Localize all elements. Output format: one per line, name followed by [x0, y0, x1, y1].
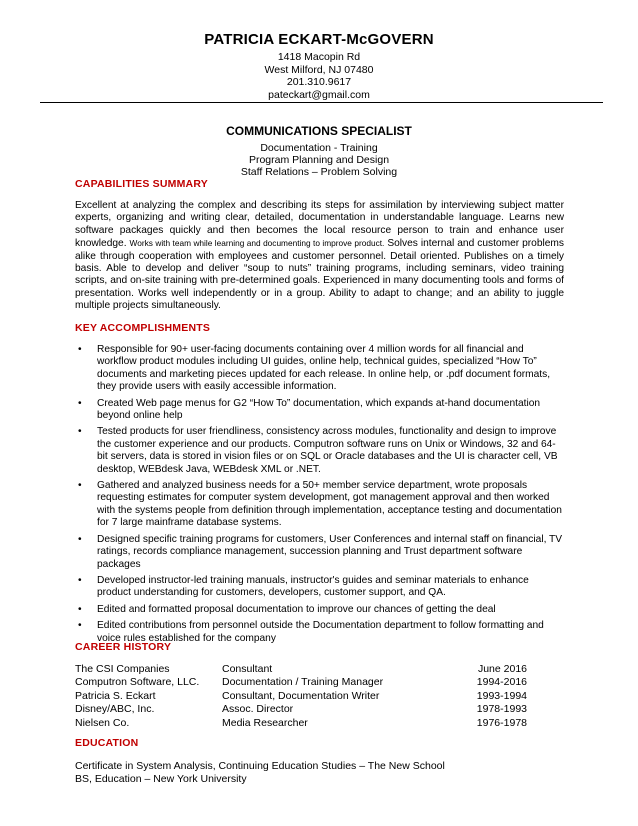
- education-item: Certificate in System Analysis, Continuing Education Studies – The New School: [75, 760, 445, 772]
- career-heading: CAREER HISTORY: [75, 641, 172, 653]
- table-row: [75, 717, 527, 730]
- role: Media Researcher: [222, 716, 308, 729]
- table-row: [75, 690, 527, 703]
- accomplishments-heading: KEY ACCOMPLISHMENTS: [75, 322, 211, 334]
- education-list: [75, 760, 445, 786]
- address-line-1: 1418 Macopin Rd: [277, 51, 361, 63]
- bullet: •: [78, 533, 82, 545]
- bullet: •: [78, 397, 82, 409]
- specialty-line: Documentation - Training: [260, 142, 378, 154]
- company: Computron Software, LLC.: [75, 676, 200, 689]
- career-table: [75, 663, 527, 730]
- capabilities-heading: CAPABILITIES SUMMARY: [75, 178, 208, 190]
- role: Consultant, Documentation Writer: [222, 689, 380, 702]
- bullet: •: [78, 344, 82, 355]
- specialties: [0, 142, 638, 179]
- list-item: • Created Web page menus for G2 “How To” documentation, which expands at-hand documentation beyond online help: [78, 397, 541, 422]
- header-divider: [40, 102, 603, 103]
- education-heading: EDUCATION: [75, 737, 139, 749]
- specialty-line: Program Planning and Design: [248, 154, 390, 167]
- summary-text: Solves internal and customer problems alike through cooperation with employees and customer personnel. Detail oriented. Publishes on a timely basis. Able to develop and deliver “soup to nuts” training programs, including seminars, video training scripts, and on-site training with pre-determined goals. Experienced in many documenting tools and forms of presentation. Works well independently or in a group. Ability to adapt to change; and an ability to juggle multiple projects simultaneously.: [75, 238, 565, 312]
- role: Documentation / Training Manager: [222, 676, 384, 689]
- role: Assoc. Director: [222, 703, 294, 716]
- company: Disney/ABC, Inc.: [75, 703, 155, 716]
- table-row: [75, 703, 527, 716]
- list-item: • Tested products for user friendliness, consistency across modules, functionality and design to improve the customer experience and our products. Computron software runs on Unix or Windows, 32 and 64-bit servers, data is stored in vision files or on SQL or Oracle databases and the UI is character cell, VB desktop, WEBdesk Java, WEBdesk XML or .NET.: [78, 426, 558, 475]
- list-item: • Edited contributions from personnel outside the Documentation department to follow formatting and voice rules established for the company: [78, 620, 544, 644]
- bullet: •: [78, 620, 82, 632]
- capabilities-summary: [75, 200, 564, 313]
- company: The CSI Companies: [75, 663, 170, 675]
- contact-block: [0, 51, 638, 101]
- list-item: • Designed specific training programs for customers, User Conferences and internal staff on financial, TV ratings, records compliance management, succession planning and Trust department software packages: [78, 533, 563, 570]
- bullet: •: [78, 603, 82, 615]
- table-row: [75, 663, 527, 676]
- bullet: •: [78, 480, 82, 492]
- list-item: • Edited and formatted proposal documentation to improve our chances of getting the deal: [78, 603, 496, 615]
- list-item: • Developed instructor-led training manuals, instructor's guides and seminar materials to enhance product understanding for customers, developers, customer support, and QA.: [78, 574, 529, 599]
- summary-text: Excellent at analyzing the complex and describing its steps for assimilation by interviewing subject matter experts, organizing and writing clear, detailed, documentation in understandable language. Learns new software packages quickly and then becomes the local resource person to train and enhance user knowledge.: [75, 200, 564, 250]
- bullet: •: [78, 574, 82, 586]
- email-address: pateckart@gmail.com: [268, 88, 370, 101]
- dates: 1978-1993: [476, 703, 527, 716]
- table-row: [75, 676, 527, 689]
- company: Nielsen Co.: [75, 716, 130, 729]
- list-item: • Gathered and analyzed business needs for a 50+ member service department, wrote proposals requesting estimates for computer system development, got management approval and then worked with the systems people from definition through implementation, acceptance testing and documentation for 7 large mainframe database systems.: [78, 480, 562, 529]
- dates: 1994-2016: [476, 676, 527, 689]
- phone-number: 201.310.9617: [286, 76, 352, 89]
- role: Consultant: [222, 663, 273, 675]
- candidate-name: PATRICIA ECKART-McGOVERN: [204, 31, 434, 48]
- accomplishments-list: [75, 344, 565, 649]
- job-title: COMMUNICATIONS SPECIALIST: [226, 124, 412, 138]
- dates: 1976-1978: [476, 716, 527, 729]
- summary-text-small: Works with team while learning and documenting to improve product.: [129, 238, 385, 249]
- education-item: BS, Education – New York University: [75, 773, 247, 786]
- dates: June 2016: [477, 663, 527, 675]
- bullet: •: [78, 426, 82, 438]
- company: Patricia S. Eckart: [75, 689, 156, 702]
- specialty-line: Staff Relations – Problem Solving: [240, 166, 398, 179]
- address-line-2: West Milford, NJ 07480: [264, 63, 374, 76]
- list-item: • Responsible for 90+ user-facing documents containing over 4 million words for all financial and workflow product modules including UI guides, online help, technical guides, specialized “How To” documents and marketing pieces updated for each release. In online help, or .pdf document formats, they provide users with easily accessible information.: [78, 344, 551, 393]
- dates: 1993-1994: [476, 689, 527, 702]
